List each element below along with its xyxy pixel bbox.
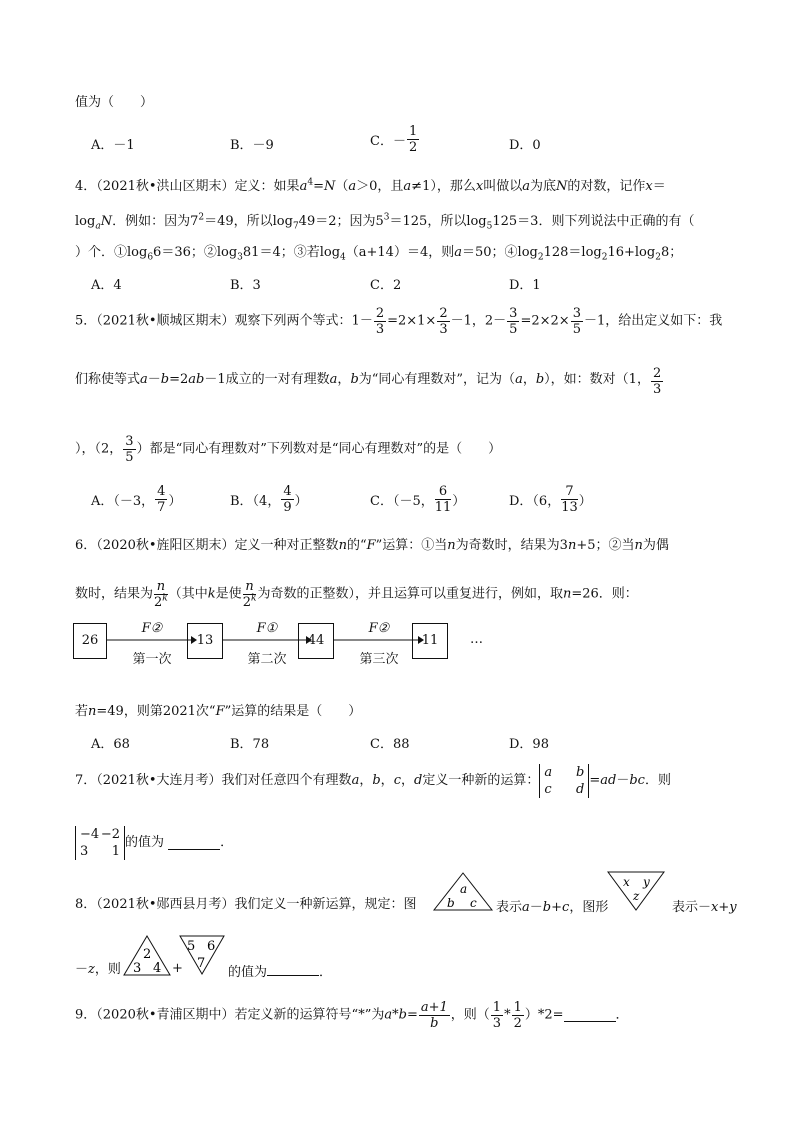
flow-step-2: 第二次 <box>247 652 287 667</box>
q8-line1-c: 表示－x+y <box>672 900 737 915</box>
tri1-right: c <box>470 896 477 910</box>
q4-line3: ）个．$①\log_66=36$；$②\log_381=4$；③若$\log_4(a+14)=4$，则a＝50；$④\log_2128=\log_216+\log_28$； <box>75 245 683 263</box>
flow-ellipsis: … <box>470 632 483 647</box>
determinant-values: −4 −2 3 1 <box>75 826 125 860</box>
tri4-bottom: 7 <box>197 956 206 971</box>
q3-option-d[interactable]: D．0 <box>509 138 541 153</box>
triangle-xyz-figure <box>606 870 666 912</box>
triangle-567-figure <box>178 934 226 976</box>
q6-option-a[interactable]: A．68 <box>91 737 130 752</box>
q4-option-d[interactable]: D．1 <box>509 278 541 293</box>
flow-step-3: 第三次 <box>359 652 399 667</box>
tri3-left: 3 <box>133 961 142 976</box>
q8-plus: + <box>172 961 183 976</box>
q5-option-c[interactable]: C．（－5， $\frac{6}{11}$ ） <box>370 484 466 515</box>
triangle-234-figure <box>122 935 172 977</box>
triangle-abc-figure <box>432 872 494 912</box>
q7-line1: 7．（2021秋•大连月考）我们对任意四个有理数a，b，c，d定义一种新的运算：a b c d=ad－bc．则 <box>75 765 671 797</box>
tri3-top: 2 <box>143 947 152 962</box>
q6-line2: 数时，结果为 $\frac{n}{2^k}$ （其中k是使 $\frac{n}{2^k}$ 为奇数的正整数），并且运算可以重复进行，例如，取n=26．则： <box>75 579 638 610</box>
q6-line1: 6．（2020秋•旌阳区期末）定义一种对正整数n的“F”运算：①当n为奇数时，结果为3n+5；②当n为偶 <box>75 538 669 553</box>
q4-option-b[interactable]: B．3 <box>230 278 261 293</box>
q6-option-c[interactable]: C．88 <box>370 737 410 752</box>
q8-line2-end: 的值为 ． <box>228 965 333 980</box>
q7-answer-blank[interactable] <box>168 837 220 850</box>
q8-line2: －z，则 <box>75 962 121 977</box>
q5-option-b[interactable]: B．（4， $\frac{4}{9}$ ） <box>230 484 308 515</box>
q3-option-a[interactable]: A．－1 <box>91 138 135 153</box>
q9-line1: 9．（2020秋•青浦区期中）若定义新的运算符号“*”为a*b= $\frac{a+1}{b}$ ，则（ $\frac{1}{3}$ * $\frac{1}{2}$ ）*2= ． <box>75 1000 629 1031</box>
q4-option-a[interactable]: A．4 <box>91 278 122 293</box>
q5-line1: 5．（2021秋•顺城区期末）观察下列两个等式：1－ $\frac{2}{3}$ =2×1× $\frac{2}{3}$ －1，2－ $\frac{3}{5}$ =2×2× $\frac{3}{5}$ －1，给出定义如下：我 <box>75 306 723 337</box>
flow-step-1: 第一次 <box>132 652 172 667</box>
q6-question: 若n=49，则第2021次“F”运算的结果是（ ） <box>75 704 362 719</box>
q3-option-b[interactable]: B．－9 <box>230 138 274 153</box>
q8-line1: 8．（2021秋•郧西县月考）我们定义一种新运算，规定：图 <box>75 897 417 912</box>
flow-arrow-3 <box>334 621 424 665</box>
flow-box-4: 11 <box>412 623 448 659</box>
flow-op-3: F② <box>368 621 390 636</box>
flow-box-1: 26 <box>73 623 107 659</box>
tri1-top: a <box>460 882 468 896</box>
q6-option-b[interactable]: B．78 <box>230 737 270 752</box>
arrow-icon <box>334 635 424 645</box>
flow-op-1: F② <box>141 621 163 636</box>
q3-tail: 值为（ ） <box>75 95 154 110</box>
q7-line2: −4 −2 3 1的值为 ． <box>75 826 233 860</box>
q5-option-d[interactable]: D．（6， $\frac{7}{13}$ ） <box>509 484 592 515</box>
q5-line2: 们称使等式a－b=2ab－1成立的一对有理数a，b为“同心有理数对”，记为（a，b），如：数对（1， $\frac{2}{3}$ <box>75 366 662 397</box>
flow-arrow-1 <box>107 621 197 665</box>
tri4-left: 5 <box>187 939 196 954</box>
q5-option-a[interactable]: A．（－3， $\frac{4}{7}$ ） <box>91 484 182 515</box>
tri1-left: b <box>447 896 455 910</box>
flow-box-2: 13 <box>187 623 223 659</box>
tri3-right: 4 <box>153 961 162 976</box>
tri2-right: y <box>643 875 650 889</box>
q9-answer-blank[interactable] <box>564 1009 616 1022</box>
flow-box-3: 44 <box>298 623 334 659</box>
tri2-left: x <box>623 875 630 889</box>
q8-answer-blank[interactable] <box>267 963 319 976</box>
q5-line3: ），（2， $\frac{3}{5}$ ）都是“同心有理数对”下列数对是“同心有理数对”的是（ ） <box>75 434 502 465</box>
q4-line2: $\log_aN$．例如：因为$7^2=49$，所以$\log_749=2$；因为$5^3=125$，所以$\log_5125=3$．则下列说法中正确的有（ <box>75 212 695 232</box>
tri4-right: 6 <box>207 939 216 954</box>
arrow-icon <box>107 635 197 645</box>
tri2-bottom: z <box>633 889 640 903</box>
q4-option-c[interactable]: C．2 <box>370 278 402 293</box>
q6-option-d[interactable]: D．98 <box>509 737 549 752</box>
q3-option-c[interactable]: C．－ $\frac{1}{2}$ <box>370 124 418 155</box>
q4-line1: 4．（2021秋•洪山区期末）定义：如果$a^4=N(a>0$，且a≠1），那么x叫做以a为底N的对数，记作x＝ <box>75 177 666 194</box>
determinant-abcd: a b c d <box>539 764 589 798</box>
q8-line1-b: 表示a－b+c，图形 <box>496 900 609 915</box>
flow-op-2: F① <box>256 621 278 636</box>
